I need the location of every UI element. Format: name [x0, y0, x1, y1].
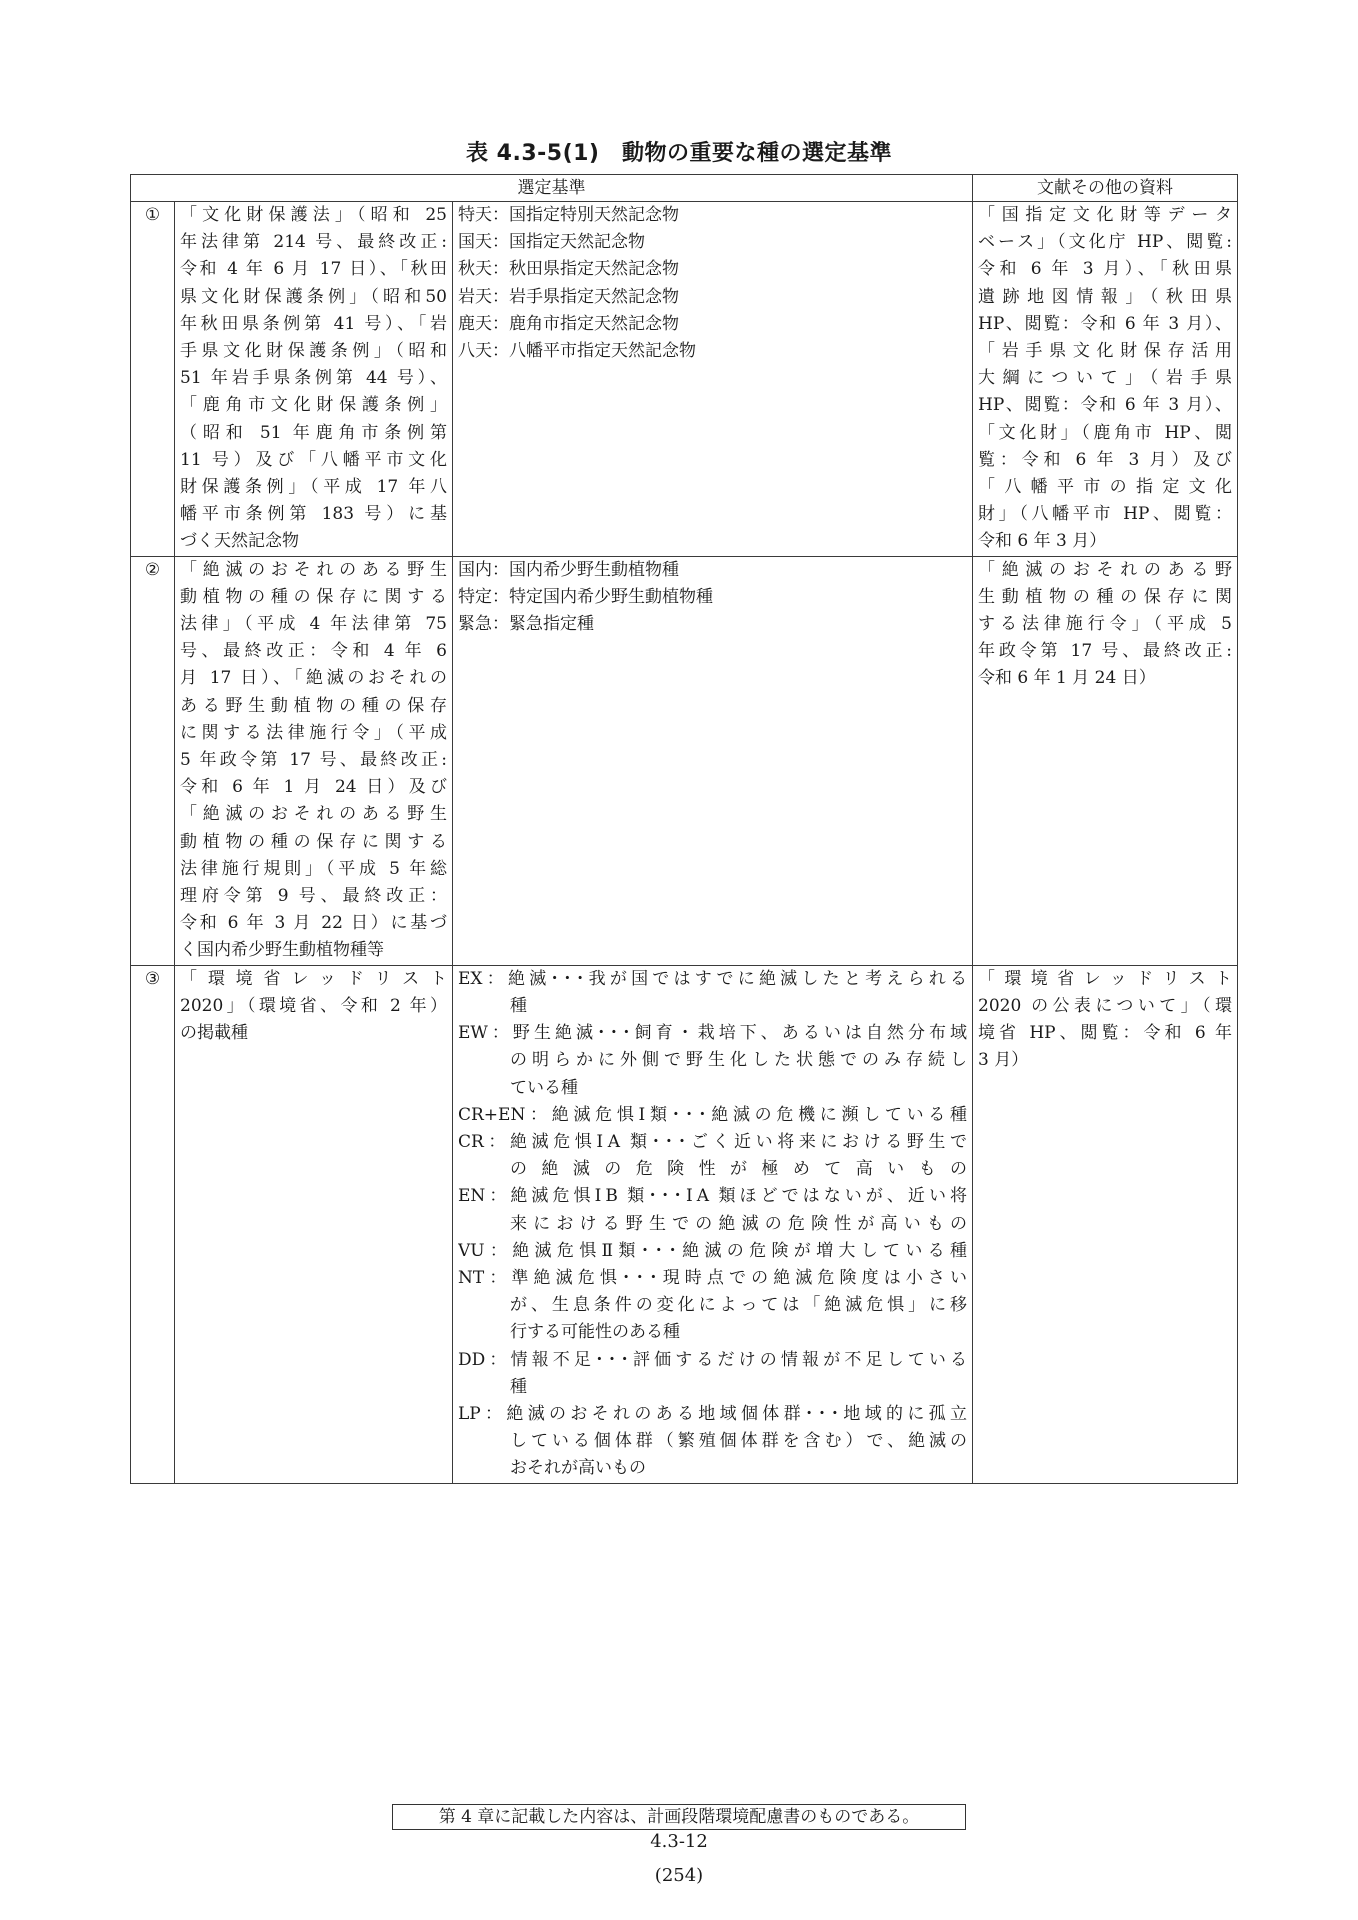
- law-line: の掲載種: [180, 1023, 248, 1044]
- row-number: ①: [131, 202, 175, 557]
- literature-line: HP、閲覧：令和 6 年 3 月）、: [978, 395, 1233, 416]
- law-line: 法律」（平成 4 年法律第 75: [180, 614, 447, 635]
- literature-cell: [973, 965, 1238, 1483]
- category-line: DD：情報不足･･･評価するだけの情報が不足している: [458, 1349, 968, 1370]
- law-line: 11 号）及び「八幡平市文化: [180, 449, 447, 470]
- law-line: ある野生動植物の種の保存: [180, 695, 447, 716]
- literature-line: 「環境省レッドリスト: [978, 968, 1233, 989]
- category-line: CR+EN：絶滅危惧Ⅰ類･･･絶滅の危機に瀕している種: [458, 1104, 968, 1125]
- category-line: している個体群（繁殖個体群を含む）で、絶滅の: [510, 1431, 968, 1452]
- category-line: 国内：国内希少野生動植物種: [458, 559, 679, 580]
- law-line: 2020」（環境省、令和 2 年）: [180, 995, 447, 1016]
- category-line: VU：絶滅危惧Ⅱ類･･･絶滅の危険が増大している種: [458, 1240, 968, 1261]
- literature-line: 2020 の公表について」（環: [978, 995, 1233, 1016]
- category-line: おそれが高いもの: [510, 1458, 646, 1479]
- law-line: 月 17 日）、「絶滅のおそれの: [180, 668, 447, 689]
- literature-line: 覧：令和 6 年 3 月）及び: [978, 449, 1233, 470]
- table-header-row: [131, 175, 1238, 202]
- category-line: 秋天：秋田県指定天然記念物: [458, 259, 679, 280]
- category-cell: [453, 202, 973, 557]
- law-line: 令和 6 年 3 月 22 日）に基づ: [180, 913, 447, 934]
- literature-line: 「国指定文化財等データ: [978, 205, 1233, 225]
- literature-line: 「文化財」（鹿角市 HP、閲: [978, 422, 1233, 443]
- law-line: 5 年政令第 17 号、最終改正:: [180, 750, 447, 771]
- category-line: NT：準絶滅危惧･･･現時点での絶滅危険度は小さい: [458, 1267, 968, 1288]
- category-line: が、生息条件の変化によっては「絶滅危惧」に移: [510, 1295, 968, 1316]
- category-line: 種: [510, 995, 527, 1016]
- law-line: 県文化財保護条例」（昭和50: [180, 286, 447, 307]
- category-line: 八天：八幡平市指定天然記念物: [458, 341, 696, 362]
- table-row: [131, 965, 1238, 1483]
- category-cell: [453, 965, 973, 1483]
- category-line: 緊急：緊急指定種: [458, 614, 594, 635]
- literature-line: 大綱について」（岩手県: [978, 368, 1233, 389]
- literature-line: 令和 6 年 3 月）: [978, 531, 1107, 552]
- literature-cell: [973, 556, 1238, 965]
- law-line: に関する法律施行令」（平成: [180, 722, 447, 743]
- law-line: 「絶滅のおそれのある野生: [180, 559, 447, 580]
- category-line: 種: [510, 1376, 527, 1397]
- table-title: 表 4.3-5(1) 動物の重要な種の選定基準: [466, 141, 892, 166]
- law-line: 手県文化財保護条例」（昭和: [180, 341, 447, 362]
- law-line: 「鹿角市文化財保護条例」: [180, 395, 447, 416]
- law-line: 幡平市条例第 183 号）に基: [180, 504, 447, 525]
- law-line: 動植物の種の保存に関する: [180, 831, 447, 852]
- literature-line: 3 月）: [978, 1050, 1029, 1071]
- page-number: 4.3-12: [650, 1831, 708, 1852]
- literature-line: 境省 HP、閲覧：令和 6 年: [978, 1023, 1233, 1044]
- literature-line: HP、閲覧：令和 6 年 3 月）、: [978, 313, 1233, 334]
- category-line: ている種: [510, 1077, 578, 1098]
- category-line: の明らかに外側で野生化した状態でのみ存続し: [510, 1050, 968, 1071]
- law-line: 法律施行規則」（平成 5 年総: [180, 858, 447, 879]
- literature-line: 生動植物の種の保存に関: [978, 586, 1233, 607]
- law-line: 動植物の種の保存に関する: [180, 586, 447, 607]
- law-line: （昭和 51 年鹿角市条例第: [180, 422, 447, 443]
- law-line: く国内希少野生動植物種等: [180, 940, 384, 961]
- law-line: 年秋田県条例第 41 号）、「岩: [180, 313, 447, 334]
- law-line: 「文化財保護法」（昭和 25: [180, 205, 447, 225]
- literature-line: 令和 6 年 1 月 24 日）: [978, 668, 1156, 689]
- literature-line: 年政令第 17 号、最終改正:: [978, 641, 1233, 662]
- category-line: EN：絶滅危惧ⅠB 類･･･ⅠA 類ほどではないが、近い将: [458, 1186, 968, 1207]
- category-line: の絶滅の危険性が極めて高いもの: [510, 1159, 968, 1180]
- category-line: 国天：国指定天然記念物: [458, 232, 645, 253]
- category-line: LP：絶滅のおそれのある地域個体群･･･地域的に孤立: [458, 1403, 968, 1424]
- table-row: [131, 202, 1238, 557]
- category-line: CR：絶滅危惧ⅠA 類･･･ごく近い将来における野生で: [458, 1131, 968, 1152]
- category-line: EX：絶滅･･･我が国ではすでに絶滅したと考えられる: [458, 968, 968, 989]
- literature-line: ベース」（文化庁 HP、閲覧:: [978, 232, 1233, 253]
- footer-note: 第 4 章に記載した内容は、計画段階環境配慮書のものである。: [392, 1804, 966, 1830]
- category-cell: [453, 556, 973, 965]
- header-criteria: 選定基準: [131, 175, 973, 202]
- literature-line: 財」（八幡平市 HP、閲覧：: [978, 504, 1233, 525]
- total-page-number: (254): [654, 1865, 704, 1886]
- literature-line: 「岩手県文化財保存活用: [978, 341, 1233, 362]
- category-line: 鹿天：鹿角市指定天然記念物: [458, 313, 679, 334]
- law-line: 51 年岩手県条例第 44 号）、: [180, 368, 447, 389]
- category-line: 行する可能性のある種: [510, 1322, 680, 1343]
- row-number: ②: [131, 556, 175, 965]
- law-cell: [175, 202, 453, 557]
- law-line: 令和 6 年 1 月 24 日）及び: [180, 777, 447, 798]
- literature-line: 令和 6 年 3 月）、「秋田県: [978, 259, 1233, 280]
- category-line: 岩天：岩手県指定天然記念物: [458, 286, 679, 307]
- literature-line: する法律施行令」（平成 5: [978, 614, 1233, 635]
- category-line: 来における野生での絶滅の危険性が高いもの: [510, 1213, 968, 1234]
- literature-line: 「絶滅のおそれのある野: [978, 559, 1233, 580]
- law-line: 号、最終改正：令和 4 年 6: [180, 641, 447, 662]
- literature-line: 「八幡平市の指定文化: [978, 477, 1233, 498]
- category-line: 特天：国指定特別天然記念物: [458, 205, 679, 225]
- law-line: 年法律第 214 号、最終改正:: [180, 232, 447, 253]
- law-line: 「絶滅のおそれのある野生: [180, 804, 447, 825]
- table-row: [131, 556, 1238, 965]
- law-line: 理府令第 9 号、最終改正：: [180, 886, 447, 907]
- law-line: 財保護条例」（平成 17 年八: [180, 477, 447, 498]
- law-line: 令和 4 年 6 月 17 日）、「秋田: [180, 259, 447, 280]
- law-cell: [175, 556, 453, 965]
- row-number: ③: [131, 965, 175, 1483]
- selection-criteria-table: [130, 174, 1238, 1484]
- category-line: 特定：特定国内希少野生動植物種: [458, 586, 713, 607]
- category-line: EW：野生絶滅･･･飼育・栽培下、あるいは自然分布域: [458, 1023, 968, 1044]
- law-line: 「環境省レッドリスト: [180, 968, 447, 989]
- literature-cell: [973, 202, 1238, 557]
- law-cell: [175, 965, 453, 1483]
- header-literature: 文献その他の資料: [973, 175, 1238, 202]
- literature-line: 遺跡地図情報」（秋田県: [978, 286, 1233, 307]
- law-line: づく天然記念物: [180, 531, 299, 552]
